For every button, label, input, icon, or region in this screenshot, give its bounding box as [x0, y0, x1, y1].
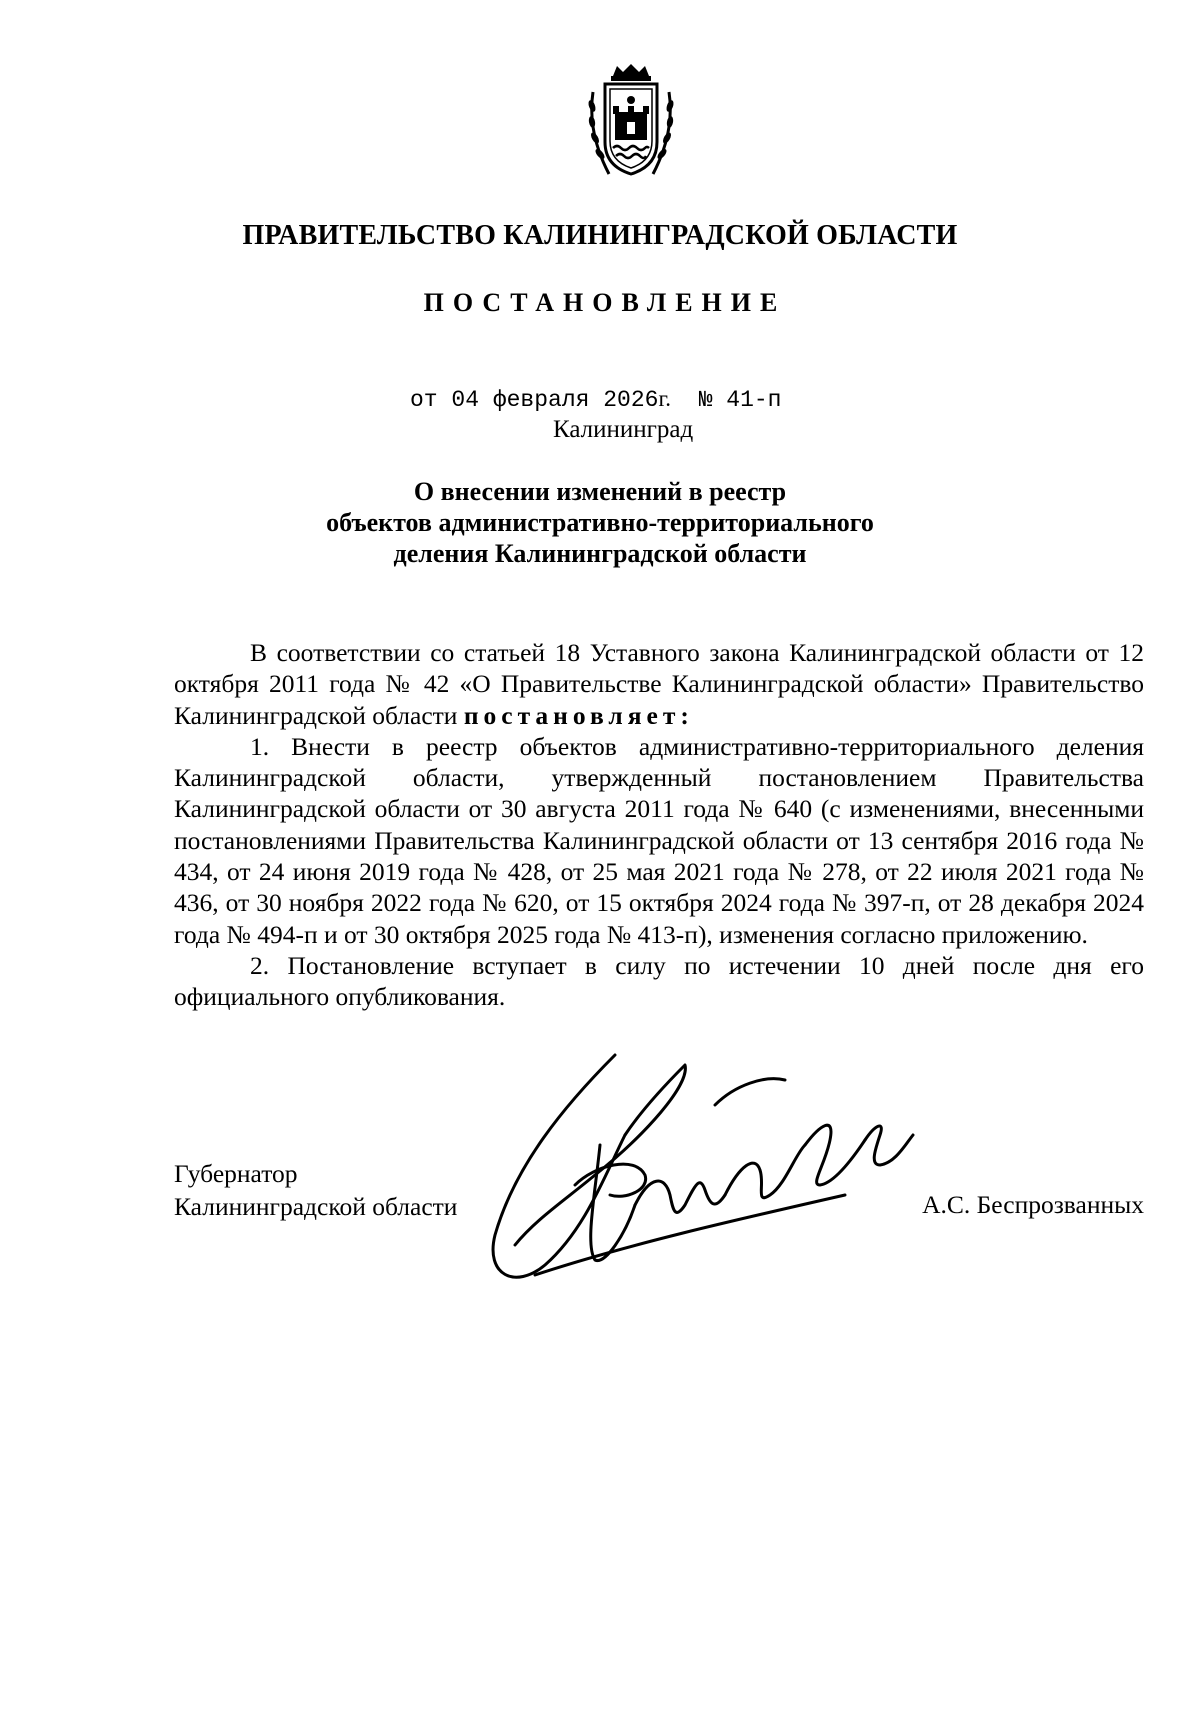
item-2-paragraph: 2. Постановление вступает в силу по истечении 10 дней после дня его официального опубликования.: [174, 950, 1144, 1012]
position-line: Губернатор: [174, 1159, 298, 1188]
date-number-line: [410, 386, 781, 413]
document-body: [174, 637, 1144, 1013]
document-subject: [0, 476, 1200, 569]
handwritten-signature-icon: [475, 1045, 915, 1295]
document-type: ПОСТАНОВЛЕНИЕ: [423, 288, 787, 317]
subject-line: О внесении изменений в реестр: [413, 477, 787, 506]
preamble-keyword: постановляет:: [463, 700, 694, 730]
signatory-position: [174, 1157, 457, 1223]
kaliningrad-coat-of-arms-icon: [583, 62, 679, 184]
item-1-paragraph: 1. Внести в реестр объектов административно-территориального деления Калининградской области, утвержденный постановлением Правительства Калининградской области от 30 августа 2011 года № 640 (с изменениями, внесенными постановлениями Правительства Калининградской области от 13 сентября 2016 года № 434, от 24 июня 2019 года № 428, от 25 мая 2021 года № 278, от 22 июля 2021 года № 436, от 30 ноября 2022 года № 620, от 15 октября 2024 года № 397-п, от 28 декабря 2024 года № 494-п и от 30 октября 2025 года № 413-п), изменения согласно приложению.: [174, 731, 1144, 949]
preamble-paragraph: [174, 637, 1144, 731]
subject-line: деления Калининградской области: [393, 539, 807, 568]
document-number: № 41-п: [698, 387, 782, 413]
document-city: Калининград: [553, 416, 694, 443]
year-suffix: г.: [658, 386, 672, 411]
preamble-text: В соответствии со статьей 18 Уставного закона Калининградской области от 12 октября 2011 года № 42 «О Правительстве Калининградской области» Правительство Калининградской области: [174, 638, 1144, 730]
subject-line: объектов административно-территориального: [326, 508, 874, 537]
document-date: от 04 февраля 2026: [410, 387, 659, 413]
signatory-name: А.С. Беспрозванных: [922, 1190, 1144, 1219]
government-name: ПРАВИТЕЛЬСТВО КАЛИНИНГРАДСКОЙ ОБЛАСТИ: [242, 220, 958, 251]
position-line: Калининградской области: [174, 1192, 458, 1221]
